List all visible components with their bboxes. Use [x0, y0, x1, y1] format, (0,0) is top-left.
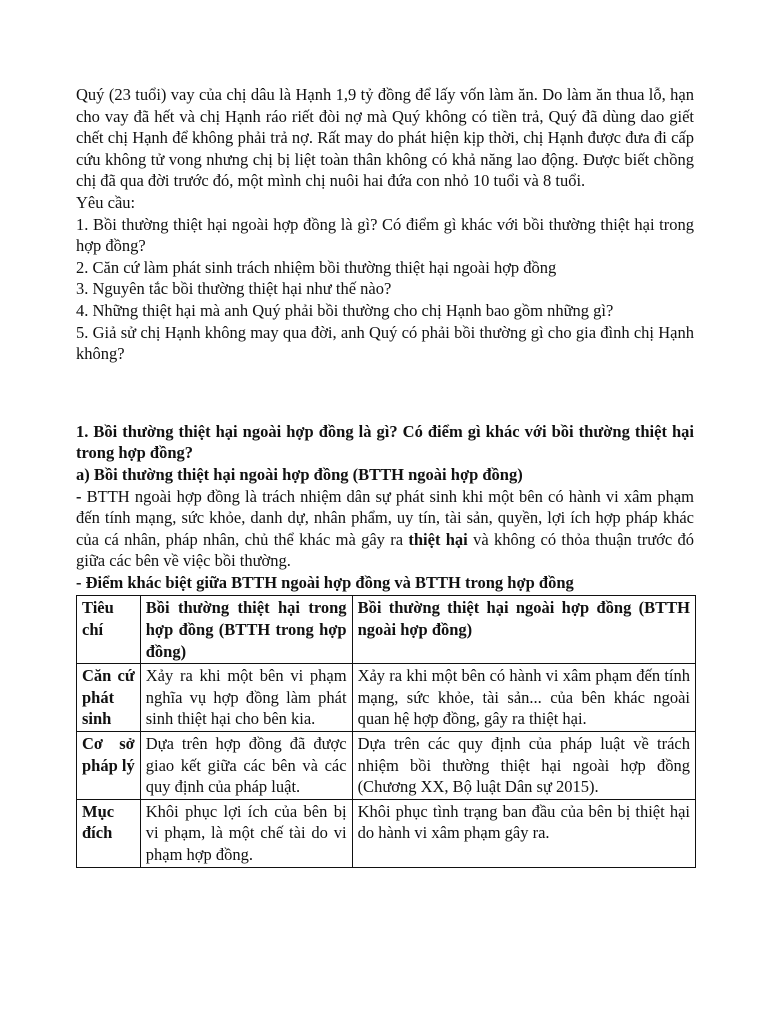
row-out-contract: Khôi phục tình trạng ban đầu của bên bị thiệt hại do hành vi xâm phạm gây ra.: [352, 799, 695, 867]
answer-subheading: a) Bồi thường thiệt hại ngoài hợp đồng (BTTH ngoài hợp đồng): [76, 464, 523, 484]
definition-paragraph: [76, 486, 694, 572]
table-header-row: [77, 596, 696, 664]
header-out-contract: Bồi thường thiệt hại ngoài hợp đồng (BTTH ngoài hợp đồng): [352, 596, 695, 664]
question-2: 2. Căn cứ làm phát sinh trách nhiệm bồi thường thiệt hại ngoài hợp đồng: [76, 257, 557, 277]
question-1: 1. Bồi thường thiệt hại ngoài hợp đồng là gì? Có điểm gì khác với bồi thường thiệt hại trong hợp đồng?: [76, 214, 694, 256]
row-out-contract: Dựa trên các quy định của pháp luật về trách nhiệm bồi thường thiệt hại ngoài hợp đồng (Chương XX, Bộ luật Dân sự 2015).: [352, 732, 695, 800]
row-in-contract: Dựa trên hợp đồng đã được giao kết giữa các bên và các quy định của pháp luật.: [140, 732, 352, 800]
row-criterion: Mục đích: [77, 799, 141, 867]
question-3: 3. Nguyên tắc bồi thường thiệt hại như thế nào?: [76, 279, 392, 299]
definition-text-after: và không có thỏa thuận trước đó giữa các bên về việc bồi thường.: [76, 529, 694, 571]
question-5: 5. Giả sử chị Hạnh không may qua đời, anh Quý có phải bồi thường gì cho gia đình chị Hạnh không?: [76, 322, 694, 364]
table-row: [77, 799, 696, 867]
header-in-contract: Bồi thường thiệt hại trong hợp đồng (BTTH trong hợp đồng): [140, 596, 352, 664]
table-row: [77, 664, 696, 732]
header-criterion: Tiêu chí: [77, 596, 141, 664]
row-criterion: Cơ sở pháp lý: [77, 732, 141, 800]
section-gap: [76, 365, 694, 421]
comparison-table: [76, 595, 696, 867]
row-out-contract: Xảy ra khi một bên có hành vi xâm phạm đến tính mạng, sức khỏe, tài sản... của bên khác ngoài quan hệ hợp đồng, gây ra thiệt hại.: [352, 664, 695, 732]
definition-dash: -: [76, 486, 87, 506]
definition-bold-term: thiệt hại: [408, 529, 468, 549]
row-in-contract: Xảy ra khi một bên vi phạm nghĩa vụ hợp đồng làm phát sinh thiệt hại cho bên kia.: [140, 664, 352, 732]
document-page: [76, 84, 694, 868]
row-in-contract: Khôi phục lợi ích của bên bị vi phạm, là một chế tài do vi phạm hợp đồng.: [140, 799, 352, 867]
comparison-label: - Điểm khác biệt giữa BTTH ngoài hợp đồng và BTTH trong hợp đồng: [76, 572, 574, 592]
table-row: [77, 732, 696, 800]
requirements-label: Yêu cầu:: [76, 192, 136, 212]
answer-heading: 1. Bồi thường thiệt hại ngoài hợp đồng là gì? Có điểm gì khác với bồi thường thiệt hại trong hợp đồng?: [76, 421, 694, 463]
row-criterion: Căn cứ phát sinh: [77, 664, 141, 732]
definition-text-before: BTTH ngoài hợp đồng là trách nhiệm dân sự phát sinh khi một bên có hành vi xâm phạm đến tính mạng, sức khỏe, danh dự, nhân phẩm, uy tín, tài sản, quyền, lợi ích hợp pháp khác của cá nhân, pháp nhân, chủ thể khác mà gây ra: [76, 486, 695, 549]
question-4: 4. Những thiệt hại mà anh Quý phải bồi thường cho chị Hạnh bao gồm những gì?: [76, 300, 614, 320]
case-paragraph: Quý (23 tuổi) vay của chị dâu là Hạnh 1,9 tỷ đồng để lấy vốn làm ăn. Do làm ăn thua lỗ, hạn cho vay đã hết và chị Hạnh ráo riết đòi nợ mà Quý không có tiền trả, Quý đã dùng dao giết chết chị Hạnh để không phải trả nợ. Rất may do phát hiện kịp thời, chị Hạnh được đưa đi cấp cứu không tử vong nhưng chị bị liệt toàn thân không có khả năng lao động. Được biết chồng chị đã qua đời trước đó, một mình chị nuôi hai đứa con nhỏ 10 tuổi và 8 tuổi.: [76, 85, 694, 191]
